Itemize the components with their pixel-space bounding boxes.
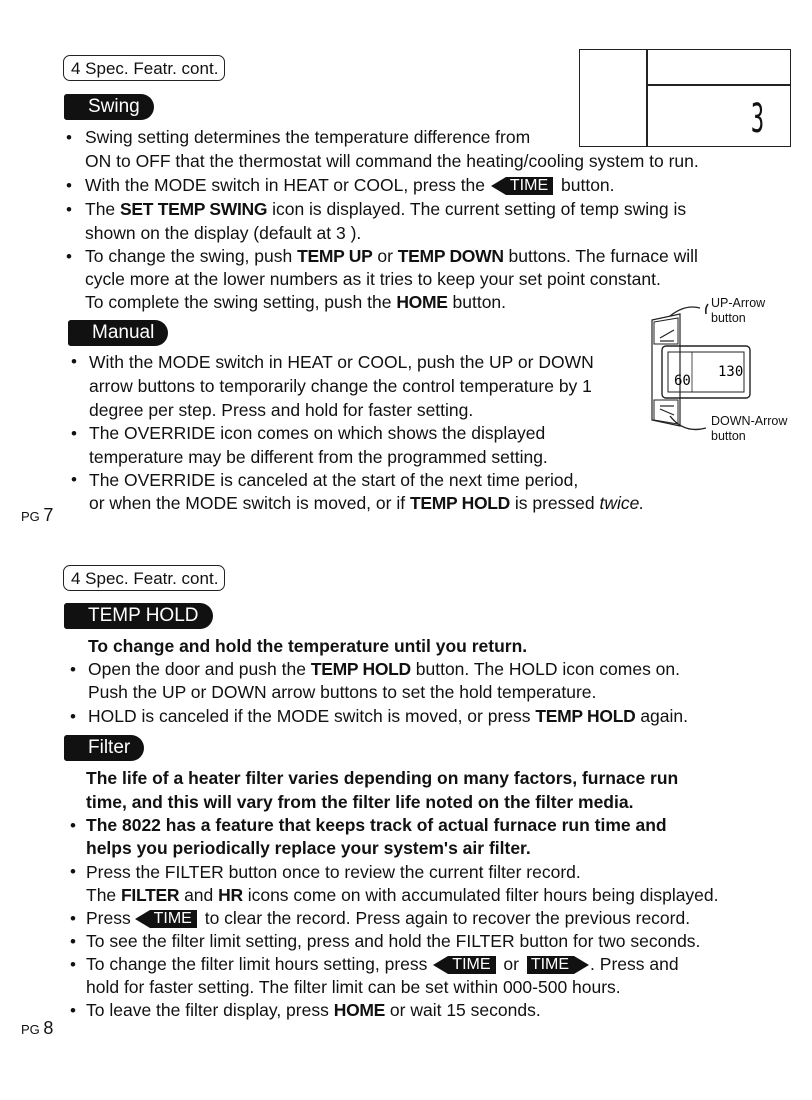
lcd-value: 3 xyxy=(750,96,764,142)
text-segment: icon is displayed. The current setting of temp swing is xyxy=(272,199,687,219)
time-button-right-icon: TIME xyxy=(527,956,574,974)
bullet: • xyxy=(70,707,76,726)
bullet: • xyxy=(66,128,72,147)
text-segment: The xyxy=(85,199,116,219)
lcd-divider xyxy=(646,50,648,146)
time-button-left-icon: TIME xyxy=(150,910,197,928)
bullet: • xyxy=(70,909,76,928)
page-number xyxy=(21,505,53,526)
text-line: Swing setting determines the temperature difference from xyxy=(85,127,531,147)
bullet: • xyxy=(66,200,72,219)
bullet: • xyxy=(71,470,77,489)
page-number-value: 8 xyxy=(43,1018,54,1038)
keyword: HR xyxy=(218,885,243,905)
page-number-value: 7 xyxy=(43,505,54,525)
filter-heading: Filter xyxy=(64,735,144,761)
text-line: temperature may be different from the programmed setting. xyxy=(89,447,548,467)
text-segment: To change the filter limit hours setting, press xyxy=(86,954,428,974)
text-line xyxy=(85,198,686,221)
keyword: TEMP HOLD xyxy=(409,493,510,513)
keyword: TEMP HOLD xyxy=(310,659,411,679)
text-line xyxy=(86,953,679,976)
up-arrow-label: button xyxy=(711,311,746,325)
keyword: FILTER xyxy=(121,885,180,905)
text-segment: . Press and xyxy=(590,954,679,974)
up-arrow-label: UP-Arrow xyxy=(711,296,766,310)
manual-heading: Manual xyxy=(68,320,168,346)
text-line: With the MODE switch in HEAT or COOL, push the UP or DOWN xyxy=(89,352,594,372)
text-segment: With the MODE switch in HEAT or COOL, press the xyxy=(85,175,486,195)
filter-intro: time, and this will vary from the filter life noted on the filter media. xyxy=(86,792,634,812)
time-button-left-icon: TIME xyxy=(448,956,495,974)
text-segment: again. xyxy=(640,706,688,726)
display-temp-left: 60 xyxy=(674,373,691,389)
text-segment: or xyxy=(377,246,393,266)
bullet: • xyxy=(70,1001,76,1020)
bullet: • xyxy=(70,660,76,679)
text-segment: To leave the filter display, press xyxy=(86,1000,329,1020)
keyword: HOME xyxy=(333,1000,386,1020)
text-segment: To change the swing, push xyxy=(85,246,293,266)
time-button-left-icon: TIME xyxy=(506,177,553,195)
filter-intro: The life of a heater filter varies depending on many factors, furnace run xyxy=(86,768,679,788)
keyword: TEMP UP xyxy=(297,246,373,266)
text-line xyxy=(86,999,541,1022)
text-line: shown on the display (default at 3 ). xyxy=(85,223,362,243)
down-arrow-label: button xyxy=(711,429,746,443)
text-segment: Open the door and push the xyxy=(88,659,306,679)
text-line xyxy=(85,174,615,197)
text-segment: button. xyxy=(452,292,507,312)
text-segment: or wait 15 seconds. xyxy=(389,1000,541,1020)
bullet: • xyxy=(66,247,72,266)
keyword: SET TEMP SWING xyxy=(120,199,268,219)
section-tag-p7: 4 Spec. Featr. cont. xyxy=(63,55,225,81)
bullet: • xyxy=(70,955,76,974)
text-segment: and xyxy=(184,885,214,905)
page-number xyxy=(21,1018,53,1039)
text-line: arrow buttons to temporarily change the control temperature by 1 xyxy=(89,376,592,396)
keyword: HOME xyxy=(396,292,448,312)
text-line xyxy=(89,492,644,515)
bullet: • xyxy=(71,352,77,371)
text-line: cycle more at the lower numbers as it tries to keep your set point constant. xyxy=(85,269,661,289)
page-label: PG xyxy=(21,1022,40,1037)
filter-intro: The 8022 has a feature that keeps track of actual furnace run time and xyxy=(86,815,667,835)
bullet: • xyxy=(70,816,76,835)
text-line: hold for faster setting. The filter limit can be set within 000-500 hours. xyxy=(86,977,621,997)
text-line: ON to OFF that the thermostat will command the heating/cooling system to run. xyxy=(85,151,699,171)
text-segment: The xyxy=(86,885,117,905)
text-segment: button. xyxy=(561,175,615,195)
bullet: • xyxy=(70,862,76,881)
temp-hold-heading: TEMP HOLD xyxy=(64,603,213,629)
swing-heading: Swing xyxy=(64,94,154,120)
bullet: • xyxy=(71,424,77,443)
text-line xyxy=(88,705,688,728)
text-line xyxy=(86,884,719,907)
text-line: Push the UP or DOWN arrow buttons to set the hold temperature. xyxy=(88,682,597,702)
text-segment: button. The HOLD icon comes on. xyxy=(415,659,681,679)
keyword: TEMP HOLD xyxy=(535,706,636,726)
text-line: The OVERRIDE icon comes on which shows the displayed xyxy=(89,423,546,443)
temp-hold-intro: To change and hold the temperature until you return. xyxy=(88,636,528,656)
text-segment: or when the MODE switch is moved, or if xyxy=(89,493,406,513)
keyword: TEMP DOWN xyxy=(397,246,504,266)
text-segment: or xyxy=(503,954,519,974)
text-line xyxy=(88,658,680,681)
down-arrow-label: DOWN-Arrow xyxy=(711,414,788,428)
text-line: To see the filter limit setting, press and hold the FILTER button for two seconds. xyxy=(86,931,701,951)
text-segment: Press xyxy=(86,908,131,928)
lcd-divider xyxy=(646,84,790,86)
text-segment: To complete the swing setting, push the xyxy=(85,292,392,312)
section-tag-p8: 4 Spec. Featr. cont. xyxy=(63,565,225,591)
text-line: The OVERRIDE is canceled at the start of the next time period, xyxy=(89,470,579,490)
text-segment: to clear the record. Press again to recover the previous record. xyxy=(204,908,691,928)
text-line xyxy=(85,291,506,314)
text-segment: buttons. The furnace will xyxy=(508,246,698,266)
text-segment: twice. xyxy=(599,493,645,513)
text-segment: is pressed xyxy=(514,493,595,513)
text-segment: icons come on with accumulated filter hours being displayed. xyxy=(247,885,719,905)
bullet: • xyxy=(66,176,72,195)
page-label: PG xyxy=(21,509,40,524)
text-line xyxy=(86,907,690,930)
lcd-display-illustration xyxy=(579,49,791,147)
text-line: degree per step. Press and hold for faster setting. xyxy=(89,400,474,420)
filter-intro: helps you periodically replace your system's air filter. xyxy=(86,838,531,858)
bullet: • xyxy=(70,932,76,951)
display-temp-right: 130 xyxy=(718,364,744,380)
text-line xyxy=(85,245,698,268)
text-line: Press the FILTER button once to review the current filter record. xyxy=(86,862,581,882)
text-segment: HOLD is canceled if the MODE switch is moved, or press xyxy=(88,706,531,726)
